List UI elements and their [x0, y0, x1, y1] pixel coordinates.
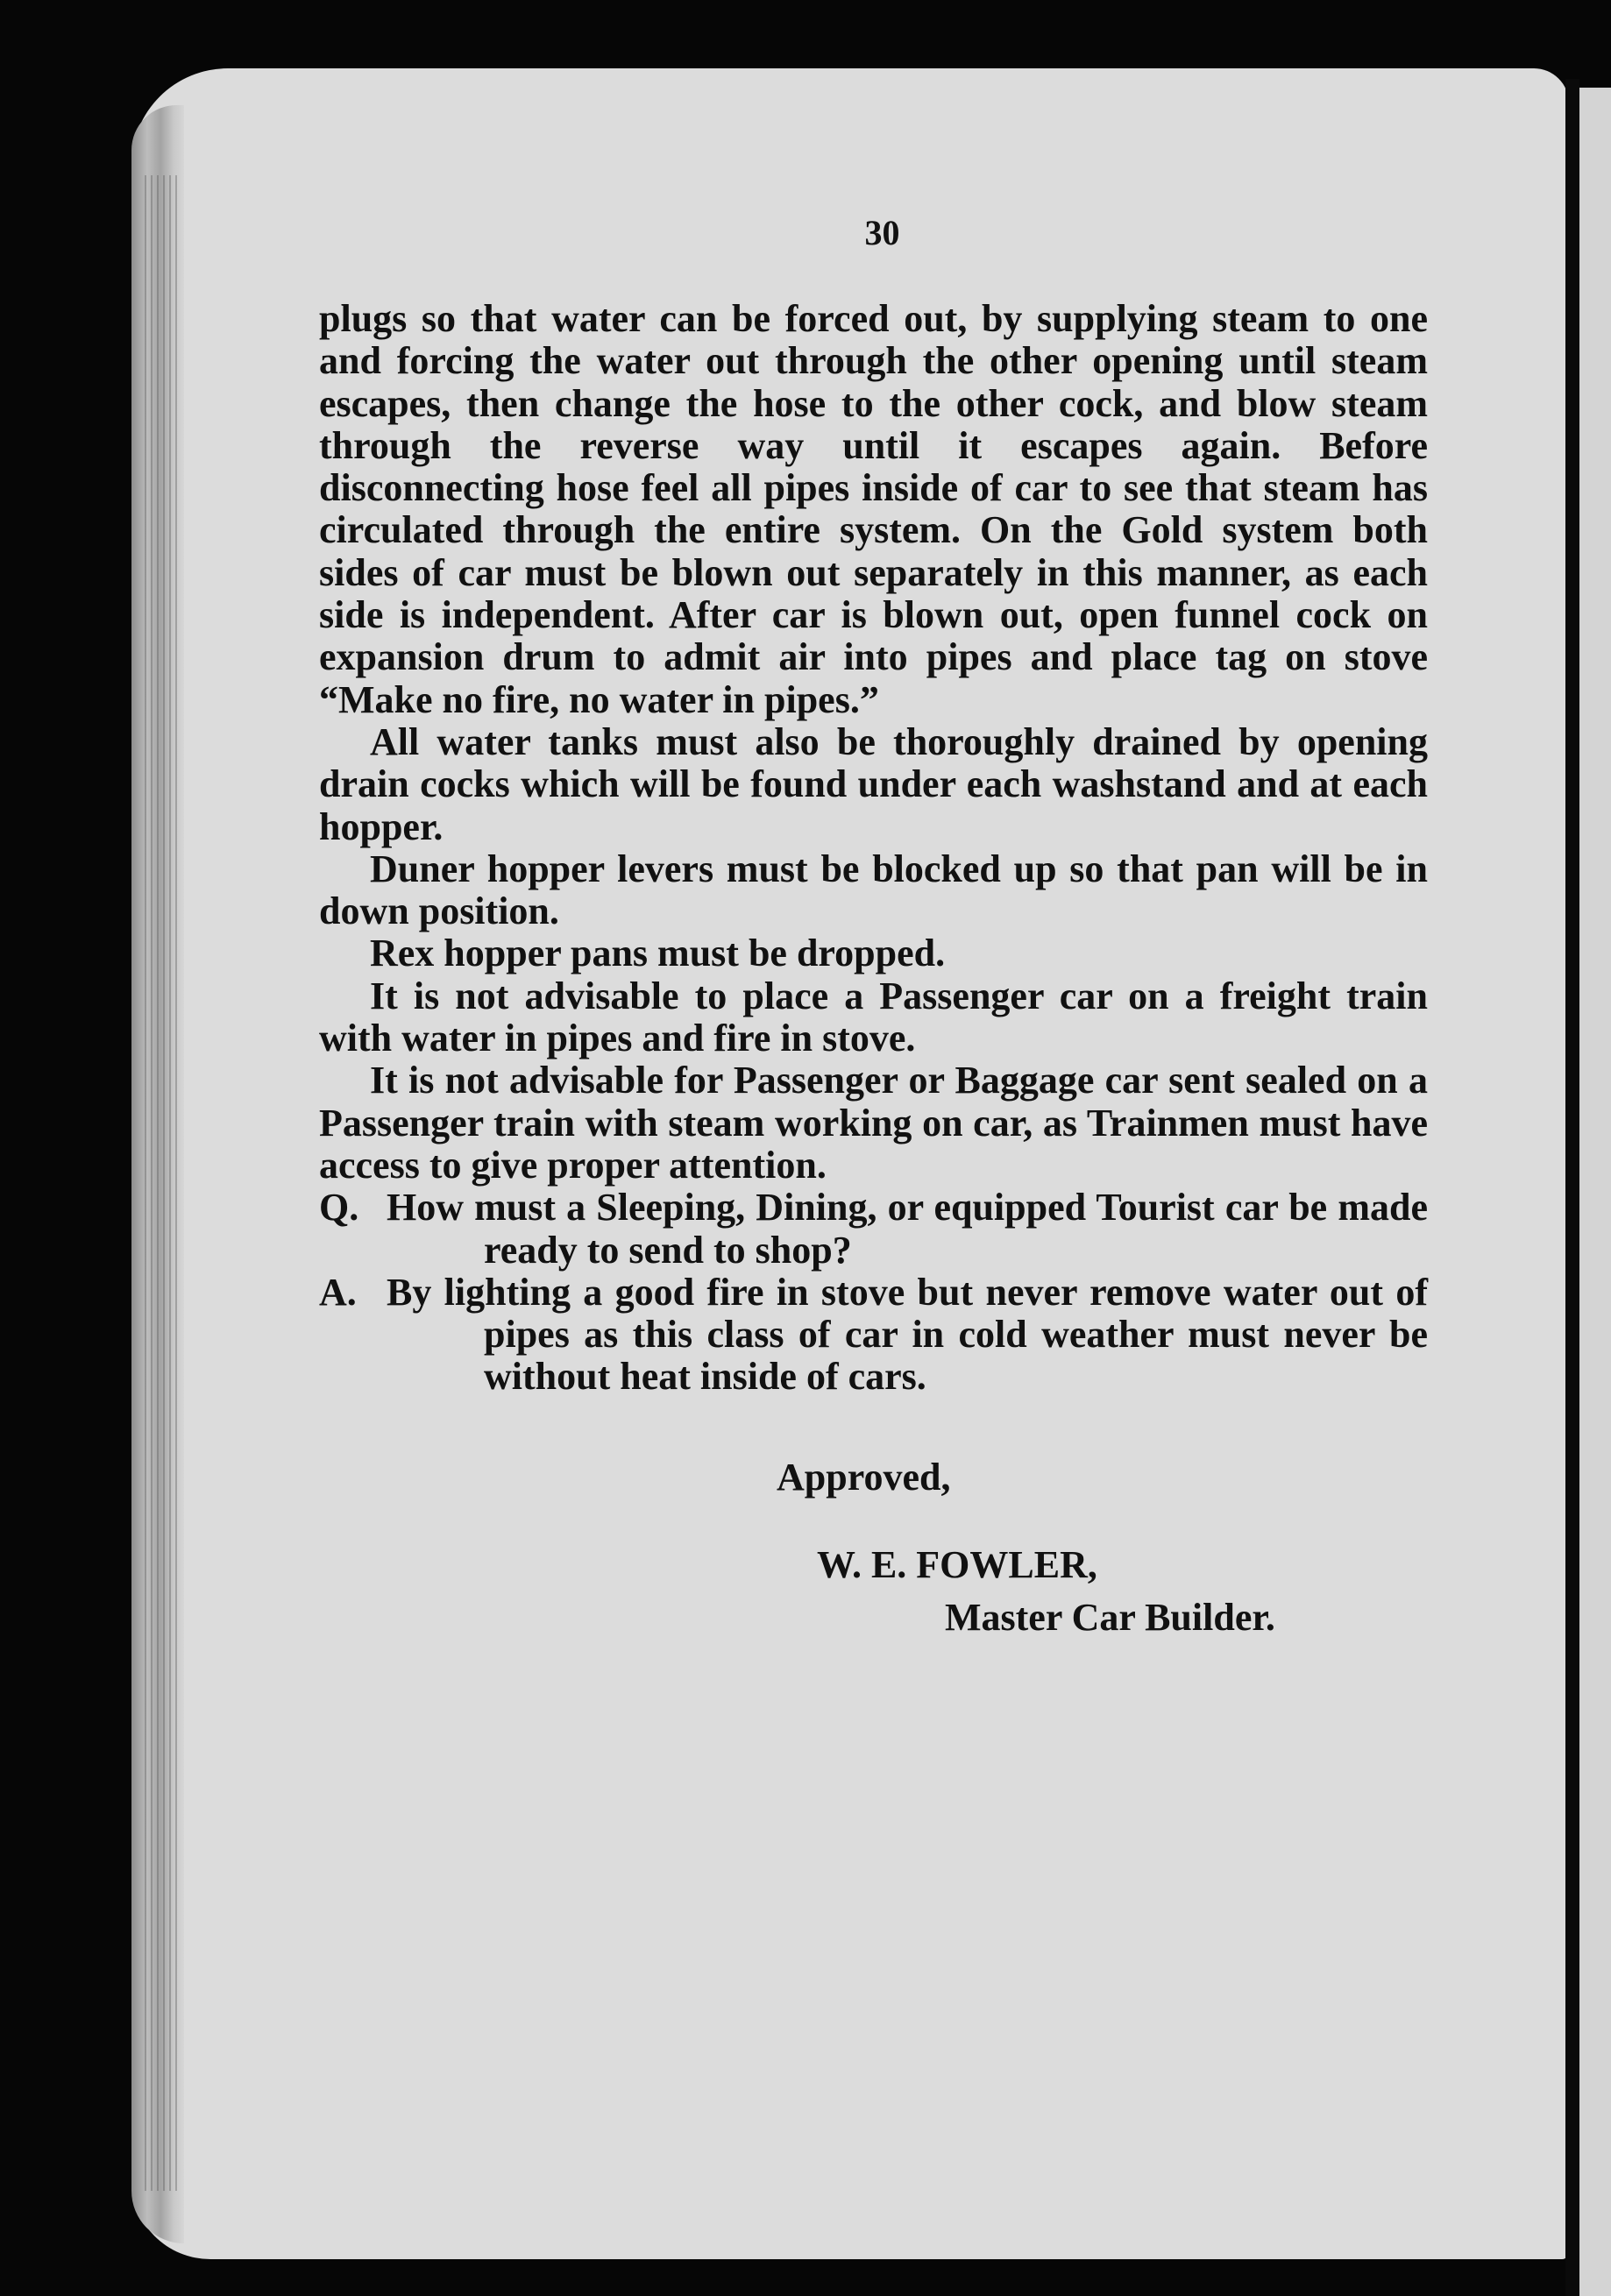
signer-name: W. E. FOWLER, — [817, 1542, 1097, 1586]
answer-text: By lighting a good fire in stove but never remove water out of pipes as this class of car in cold weather must never be without heat inside of cars. — [387, 1270, 1428, 1399]
paragraph-sealed-car: It is not advisable for Passenger or Baggage car sent sealed on a Passenger train with steam working on car, as Trainmen must have access to give proper attention. — [319, 1059, 1428, 1187]
question-tag: Q. — [319, 1186, 359, 1229]
approved-label: Approved, — [777, 1455, 951, 1499]
paragraph-rex-hopper: Rex hopper pans must be dropped. — [370, 932, 946, 975]
next-page-edge — [1579, 88, 1611, 2296]
question-text: How must a Sleeping, Dining, or equipped Tourist car be made ready to send to shop? — [387, 1186, 1428, 1272]
page-edge-lines — [145, 175, 180, 2191]
paragraph-water-tanks: All water tanks must also be thoroughly drained by opening drain cocks which will be found under each washstand and at each hopper. — [319, 719, 1428, 848]
signer-title: Master Car Builder. — [945, 1595, 1275, 1639]
page-content — [319, 207, 1428, 1644]
page-gutter — [1565, 79, 1579, 2296]
page-number: 30 — [864, 213, 900, 252]
answer-tag: A. — [319, 1270, 357, 1314]
paragraph-freight-train: It is not advisable to place a Passenger car on a freight train with water in pipes and fire in stove. — [319, 974, 1428, 1060]
paragraph-blowing-out-pipes: plugs so that water can be forced out, by supplying steam to one and forcing the water out through the other opening until steam escapes, then change the hose to the other cock, and blow steam through the reverse way until it escapes again. Before disconnecting hose feel all pipes inside of car to see that steam has circulated through the entire system. On the Gold system both sides of car must be blown out separately in this manner, as each side is independent. After car is blown out, open funnel cock on expansion drum to admit air into pipes and place tag on stove “Make no fire, no water in pipes.” — [319, 297, 1428, 721]
answer-block — [319, 1272, 1428, 1399]
question-block — [319, 1187, 1428, 1272]
paragraph-duner-hopper: Duner hopper levers must be blocked up so that pan will be in down position. — [319, 847, 1428, 933]
